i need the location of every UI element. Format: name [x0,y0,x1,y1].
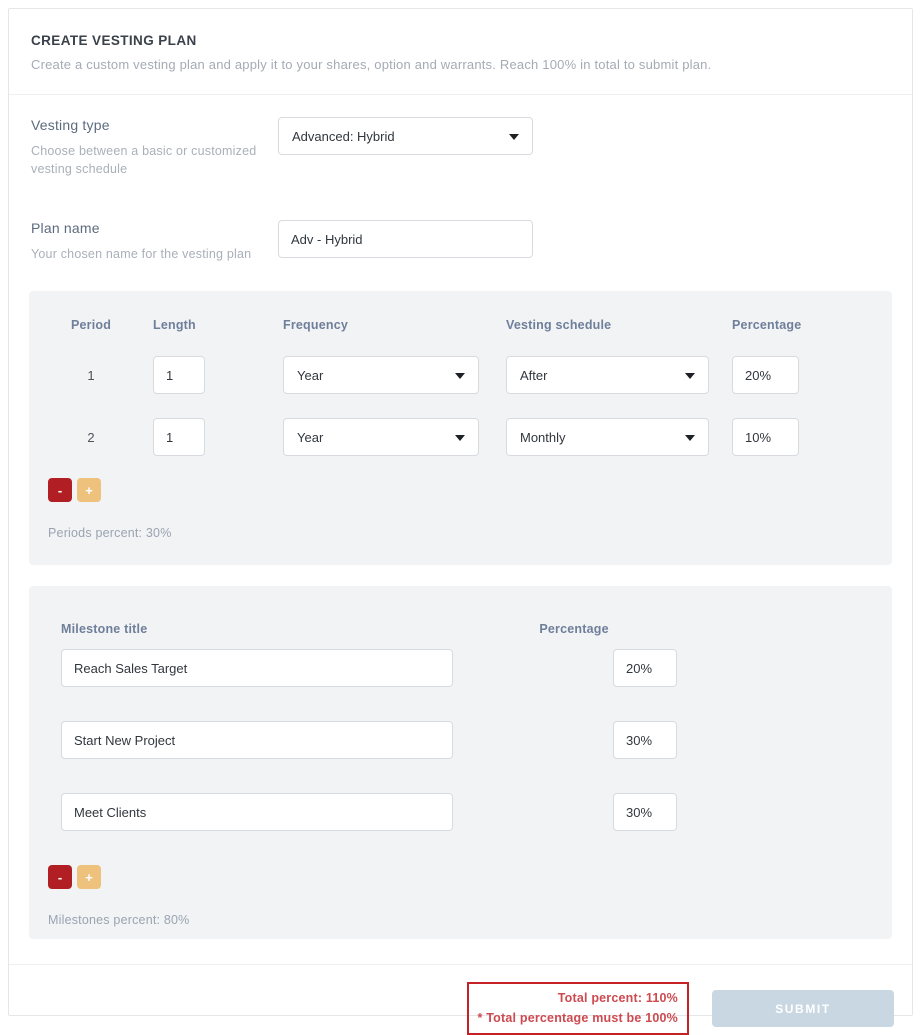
percentage-cell [732,356,892,394]
frequency-column-header: Frequency [283,318,349,333]
period-row [29,356,892,394]
plan-name-label-col [31,220,278,263]
plan-name-input[interactable] [278,220,533,258]
milestones-percent-total: Milestones percent: 80% [48,913,190,928]
milestone-percentage-input[interactable] [613,793,677,831]
total-percent-error-message: * Total percentage must be 100% [477,1010,678,1025]
milestone-title-input[interactable] [61,649,453,687]
milestone-percentage-column-header: Percentage [539,622,609,637]
milestones-header-row [29,622,892,636]
vesting-schedule-column-header: Vesting schedule [506,318,612,333]
length-input[interactable] [153,418,205,456]
periods-percent-total: Periods percent: 30% [48,526,172,541]
page-title: CREATE VESTING PLAN [31,33,197,48]
footer [9,965,912,1035]
frequency-value: Year [297,429,324,445]
percentage-column-header: Percentage [732,318,802,333]
plan-name-helper: Your chosen name for the vesting plan [31,247,252,262]
percentage-input[interactable] [732,356,799,394]
chevron-down-icon [509,134,519,140]
chevron-down-icon [455,435,465,441]
milestone-title-input[interactable] [61,793,453,831]
vesting-schedule-cell [506,418,732,456]
percentage-input[interactable] [732,418,799,456]
milestone-title-column-header: Milestone title [61,622,148,637]
milestone-percentage-input[interactable] [613,721,677,759]
periods-panel [29,291,892,565]
milestone-row [61,649,892,687]
chevron-down-icon [685,435,695,441]
frequency-cell [283,356,506,394]
length-column-header: Length [153,318,196,333]
total-percent-error-box [467,982,689,1035]
periods-row-buttons [48,478,892,502]
frequency-cell [283,418,506,456]
remove-milestone-button[interactable]: - [48,865,72,889]
length-input[interactable] [153,356,205,394]
period-number: 1 [87,367,95,383]
plan-name-row [9,220,912,263]
milestone-row [61,793,892,831]
vesting-type-helper: Choose between a basic or customized vesting schedule [31,144,257,177]
milestone-row [61,721,892,759]
total-percent-text: Total percent: 110% [557,991,678,1006]
milestone-title-input[interactable] [61,721,453,759]
add-milestone-button[interactable]: + [77,865,101,889]
card-header [9,9,912,95]
add-period-button[interactable]: + [77,478,101,502]
frequency-select[interactable] [283,356,479,394]
vesting-type-select[interactable] [278,117,533,155]
period-row [29,418,892,456]
vesting-type-row [9,117,912,178]
period-column-header: Period [70,318,112,333]
vesting-schedule-cell [506,356,732,394]
milestone-percentage-input[interactable] [613,649,677,687]
page-subtitle: Create a custom vesting plan and apply it to your shares, option and warrants. Reach 100% in total to submit plan. [31,57,712,72]
vesting-schedule-select[interactable] [506,356,709,394]
length-cell [153,356,283,394]
vesting-type-label: Vesting type [31,117,110,133]
create-vesting-plan-card [8,8,913,1025]
periods-header-row [29,318,892,332]
chevron-down-icon [685,373,695,379]
milestones-panel [29,586,892,939]
vesting-schedule-select[interactable] [506,418,709,456]
remove-period-button[interactable]: - [48,478,72,502]
period-number: 2 [87,429,95,445]
chevron-down-icon [455,373,465,379]
percentage-cell [732,418,892,456]
submit-button[interactable]: SUBMIT [712,990,894,1027]
plan-name-label: Plan name [31,220,100,237]
vesting-type-value: Advanced: Hybrid [292,128,395,144]
vesting-schedule-value: After [520,367,548,383]
length-cell [153,418,283,456]
frequency-value: Year [297,367,324,383]
vesting-type-label-col [31,117,278,178]
milestones-row-buttons [48,865,892,889]
vesting-schedule-value: Monthly [520,429,566,445]
frequency-select[interactable] [283,418,479,456]
